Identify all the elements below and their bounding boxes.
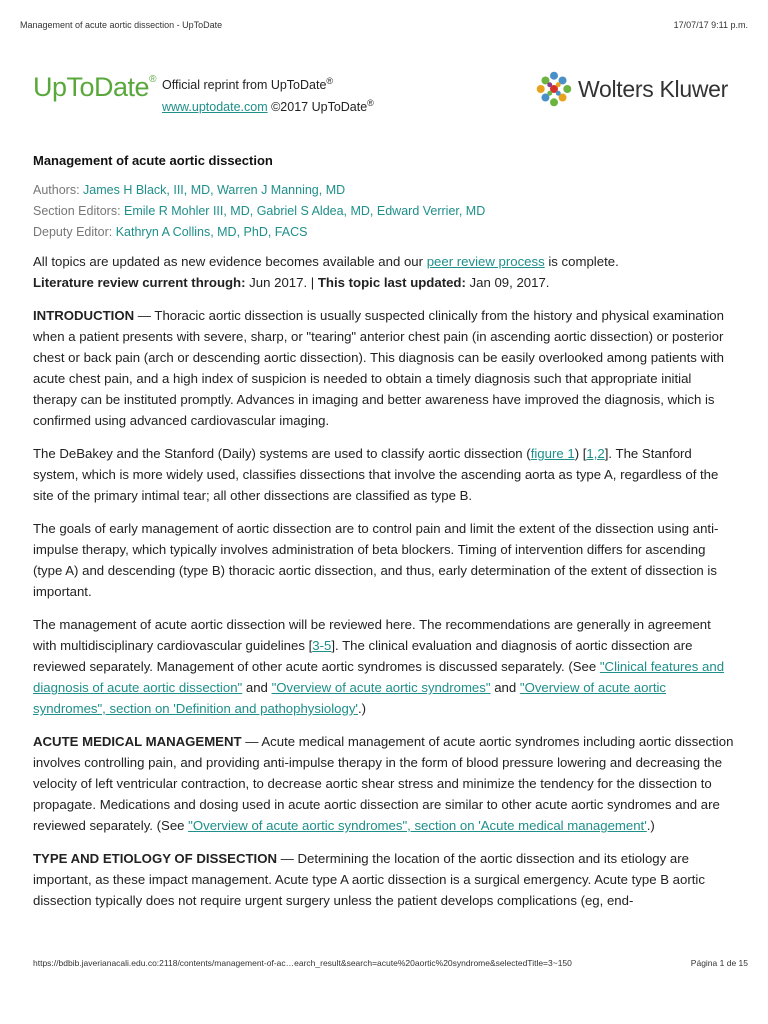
last-updated-value: Jan 09, 2017. bbox=[465, 275, 550, 290]
paragraph-acute-medical-management bbox=[33, 731, 736, 836]
update-notice bbox=[33, 251, 736, 293]
reference-3-5-link[interactable]: 3-5 bbox=[312, 638, 332, 653]
section-editors-line bbox=[33, 201, 736, 222]
section-editors-label: Section Editors: bbox=[33, 204, 121, 218]
overview-aortic-syndromes-link[interactable]: "Overview of acute aortic syndromes" bbox=[271, 680, 491, 695]
definition-pathophysiology-link[interactable]: "Overview of acute aortic syndromes", section on 'Definition and pathophysiology' bbox=[33, 680, 667, 716]
clinical-features-link[interactable]: "Clinical features and diagnosis of acute aortic dissection" bbox=[33, 659, 725, 695]
reprint-line: Official reprint from UpToDate bbox=[162, 78, 327, 93]
paragraph-classification bbox=[33, 443, 736, 506]
lit-review-label: Literature review current through: bbox=[33, 275, 246, 290]
wolters-kluwer-logo-icon bbox=[535, 70, 573, 108]
reprint-mark: ® bbox=[326, 76, 334, 86]
deputy-editor-label: Deputy Editor: bbox=[33, 225, 113, 239]
acute-medical-text-b: .) bbox=[646, 818, 655, 833]
copyright-mark: ® bbox=[367, 98, 374, 109]
figure-1-link[interactable]: figure 1 bbox=[530, 446, 575, 461]
deputy-editor-name[interactable]: Kathryn A Collins, MD, PhD, FACS bbox=[115, 225, 308, 239]
print-header bbox=[20, 20, 748, 30]
scope-text-b: ]. The clinical evaluation and diagnosis of aortic dissection are reviewed separately. Management of other acute aortic syndromes is discussed separately. (See bbox=[33, 638, 693, 674]
print-header-datetime: 17/07/17 9:11 p.m. bbox=[673, 20, 748, 30]
print-header-title: Management of acute aortic dissection - UpToDate bbox=[20, 20, 223, 30]
reference-1-2-link[interactable]: 1,2 bbox=[586, 446, 605, 461]
paragraph-goals bbox=[33, 518, 736, 602]
update-pre: All topics are updated as new evidence becomes available and our bbox=[33, 254, 427, 269]
paragraph-scope bbox=[33, 614, 736, 719]
scope-text-d: and bbox=[490, 680, 520, 695]
print-footer-page: Página 1 de 15 bbox=[690, 958, 748, 968]
type-etiology-text: — Determining the location of the aortic dissection and its etiology are important, as these impact management. Acute type A aortic dissection is a surgical emergency. Acute type B aortic dissection typically does not require urgent surgery unless the patient develops complications (eg, end- bbox=[33, 851, 705, 908]
copyright: ©2017 UpToDate bbox=[271, 100, 368, 115]
type-etiology-heading: TYPE AND ETIOLOGY OF DISSECTION bbox=[33, 851, 277, 866]
section-editors-names[interactable]: Emile R Mohler III, MD, Gabriel S Aldea, MD, Edward Verrier, MD bbox=[124, 204, 486, 218]
update-post: is complete. bbox=[544, 254, 619, 269]
scope-text-e: .) bbox=[357, 701, 367, 716]
website-link[interactable]: www.uptodate.com bbox=[162, 100, 268, 115]
uptodate-logo[interactable] bbox=[33, 72, 156, 103]
peer-review-link[interactable]: peer review process bbox=[426, 254, 545, 269]
introduction-text: — Thoracic aortic dissection is usually suspected clinically from the history and physical examination when a patient presents with severe, sharp, or "tearing" anterior chest pain (in ascending aortic dissection) or posterior chest or back pain (arch or descending aortic dissection). This diagnosis can be easily overlooked among patients with acute chest pain, and a high index of suspicion is needed to obtain a timely diagnosis such that appropriate initial therapy can be instituted promptly. Advances in imaging and better awareness have improved the diagnosis, which is confirmed using advanced cardiovascular imaging. bbox=[33, 308, 725, 428]
acute-medical-management-link[interactable]: "Overview of acute aortic syndromes", section on 'Acute medical management' bbox=[188, 818, 647, 833]
article-title: Management of acute aortic dissection bbox=[33, 153, 273, 168]
deputy-editor-line bbox=[33, 222, 736, 243]
wolters-kluwer-logo[interactable] bbox=[535, 70, 728, 108]
classification-text-a: The DeBakey and the Stanford (Daily) systems are used to classify aortic dissection ( bbox=[33, 446, 531, 461]
acute-medical-text-a: — Acute medical management of acute aortic syndromes including aortic dissection involves controlling pain, and providing anti-impulse therapy in the form of blood pressure lowering and decreasing the velocity of left ventricular contraction, to decrease aortic shear stress and minimize the tendency for the dissection to propagate. Medications and dosing used in acute aortic dissection are similar to other acute aortic syndromes and are reviewed separately. (See bbox=[33, 734, 734, 833]
classification-text-b: ) [ bbox=[574, 446, 587, 461]
article-content bbox=[33, 153, 736, 911]
wolters-kluwer-text: Wolters Kluwer bbox=[577, 75, 728, 102]
scope-text-a: The management of acute aortic dissection will be reviewed here. The recommendations are generally in agreement with multidisciplinary cardiovascular guidelines [ bbox=[33, 617, 711, 653]
paragraph-type-etiology bbox=[33, 848, 736, 911]
paragraph-introduction bbox=[33, 305, 736, 431]
introduction-heading: INTRODUCTION bbox=[33, 308, 135, 323]
uptodate-logo-text: UpToDate bbox=[33, 72, 150, 102]
authors-line bbox=[33, 180, 736, 201]
reprint-notice bbox=[162, 72, 374, 116]
last-updated-label: This topic last updated: bbox=[317, 275, 466, 290]
scope-text-c: and bbox=[242, 680, 272, 695]
authors-names[interactable]: James H Black, III, MD, Warren J Manning, MD bbox=[83, 183, 346, 197]
classification-text-c: ]. The Stanford system, which is more widely used, classifies dissections that involve the ascending aorta as type A, regardless of the site of the primary intimal tear; all other dissections are classified as type B. bbox=[33, 446, 719, 503]
authors-label: Authors: bbox=[33, 183, 80, 197]
lit-review-value: Jun 2017. | bbox=[245, 275, 318, 290]
uptodate-logo-mark: ® bbox=[149, 74, 156, 85]
print-footer bbox=[33, 958, 748, 968]
brand-row bbox=[33, 68, 728, 118]
goals-text: The goals of early management of aortic dissection are to control pain and limit the extent of the dissection using anti-impulse therapy, which typically involves administration of beta blockers. Timing of intervention differs for ascending (type A) and descending (type B) thoracic aortic dissection, and thus, early determination of the extent of dissection is important. bbox=[33, 521, 719, 599]
print-footer-url: https://bdbib.javerianacali.edu.co:2118/contents/management-of-ac…earch_result&search=acute%20aortic%20syndrome&selectedTitle=3~150 bbox=[33, 958, 572, 968]
acute-medical-heading: ACUTE MEDICAL MANAGEMENT bbox=[33, 734, 242, 749]
